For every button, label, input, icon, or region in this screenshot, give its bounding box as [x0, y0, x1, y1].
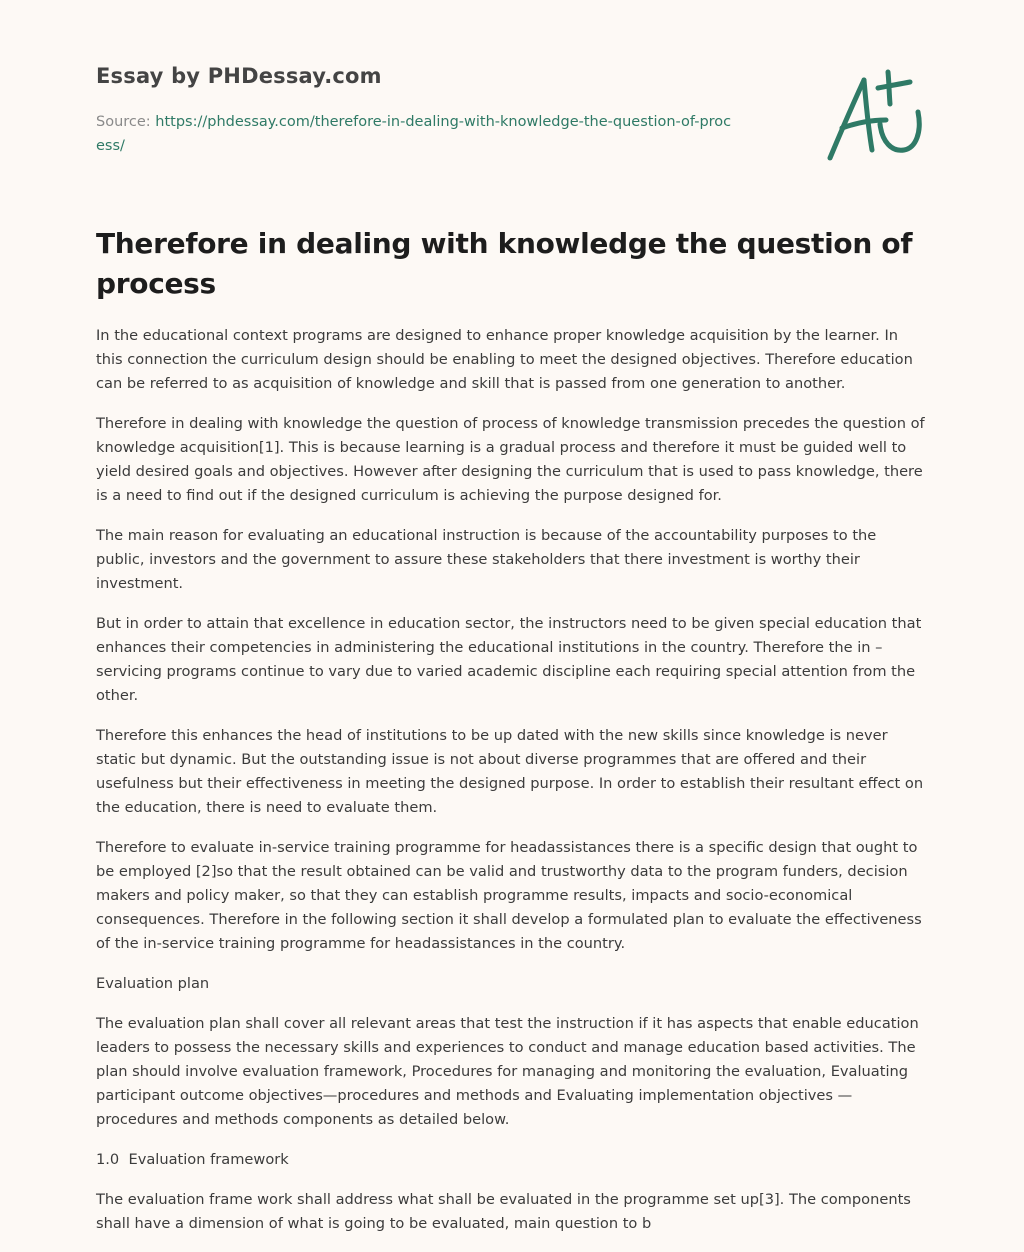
paragraph: Therefore in dealing with knowledge the question of process of knowledge transmission precedes the question of knowledge acquisition[1]. This is because learning is a gradual process and therefore it must be guided well to yield desired goals and objectives. However after designing the curriculum that is used to pass knowledge, there is a need to find out if the designed curriculum is achieving the purpose designed for. [96, 415, 925, 504]
source-link[interactable]: https://phdessay.com/therefore-in-dealing-with-knowledge-the-question-of-process/ [96, 114, 732, 154]
paragraph: The evaluation plan shall cover all relevant areas that test the instruction if it has aspects that enable education leaders to possess the necessary skills and experiences to conduct and manage education based activities. The plan should involve evaluation framework, Procedures for managing and monitoring the evaluation, Evaluating participant outcome objectives—procedures and methods and Evaluating implementation objectives — procedures and methods components as detailed below. [96, 1015, 919, 1128]
paragraph: In the educational context programs are designed to enhance proper knowledge acquisition by the learner. In this connection the curriculum design should be enabling to meet the designed objectives. Therefore education can be referred to as acquisition of knowledge and skill that is passed from one generation to another. [96, 327, 913, 392]
paragraph: The evaluation frame work shall address what shall be evaluated in the programme set up[3]. The components shall have a dimension of what is going to be evaluated, main question to b [96, 1191, 911, 1232]
paragraph: Therefore to evaluate in-service training programme for headassistances there is a specific design that ought to be employed [2]so that the result obtained can be valid and trustworthy data to the program funders, decision makers and policy maker, so that they can establish programme results, impacts and socio-economical consequences. Therefore in the following section it shall develop a formulated plan to evaluate the effectiveness of the in-service training programme for headassistances in the country. [96, 839, 922, 952]
a-plus-logo-icon [826, 68, 926, 164]
site-title: Essay by PHDessay.com [96, 64, 382, 88]
paragraph: The main reason for evaluating an educational instruction is because of the accountability purposes to the public, investors and the government to assure these stakeholders that there investment is worthy their investment. [96, 527, 877, 592]
essay-title: Therefore in dealing with knowledge the question of process [96, 227, 913, 300]
paragraph: Therefore this enhances the head of institutions to be up dated with the new skills since knowledge is never static but dynamic. But the outstanding issue is not about diverse programmes that are offered and their usefulness but their effectiveness in meeting the designed purpose. In order to establish their resultant effect on the education, there is need to evaluate them. [96, 727, 924, 816]
source-label: Source: [96, 114, 156, 130]
source-line [96, 110, 736, 158]
section-heading-evaluation-framework: 1.0 Evaluation framework [96, 1151, 289, 1168]
essay-body [96, 324, 928, 1252]
section-heading-evaluation-plan: Evaluation plan [96, 975, 210, 992]
paragraph: But in order to attain that excellence in education sector, the instructors need to be given special education that enhances their competencies in administering the educational institutions in the country. Therefore the in –servicing programs continue to vary due to varied academic discipline each requiring special attention from the other. [96, 615, 922, 704]
